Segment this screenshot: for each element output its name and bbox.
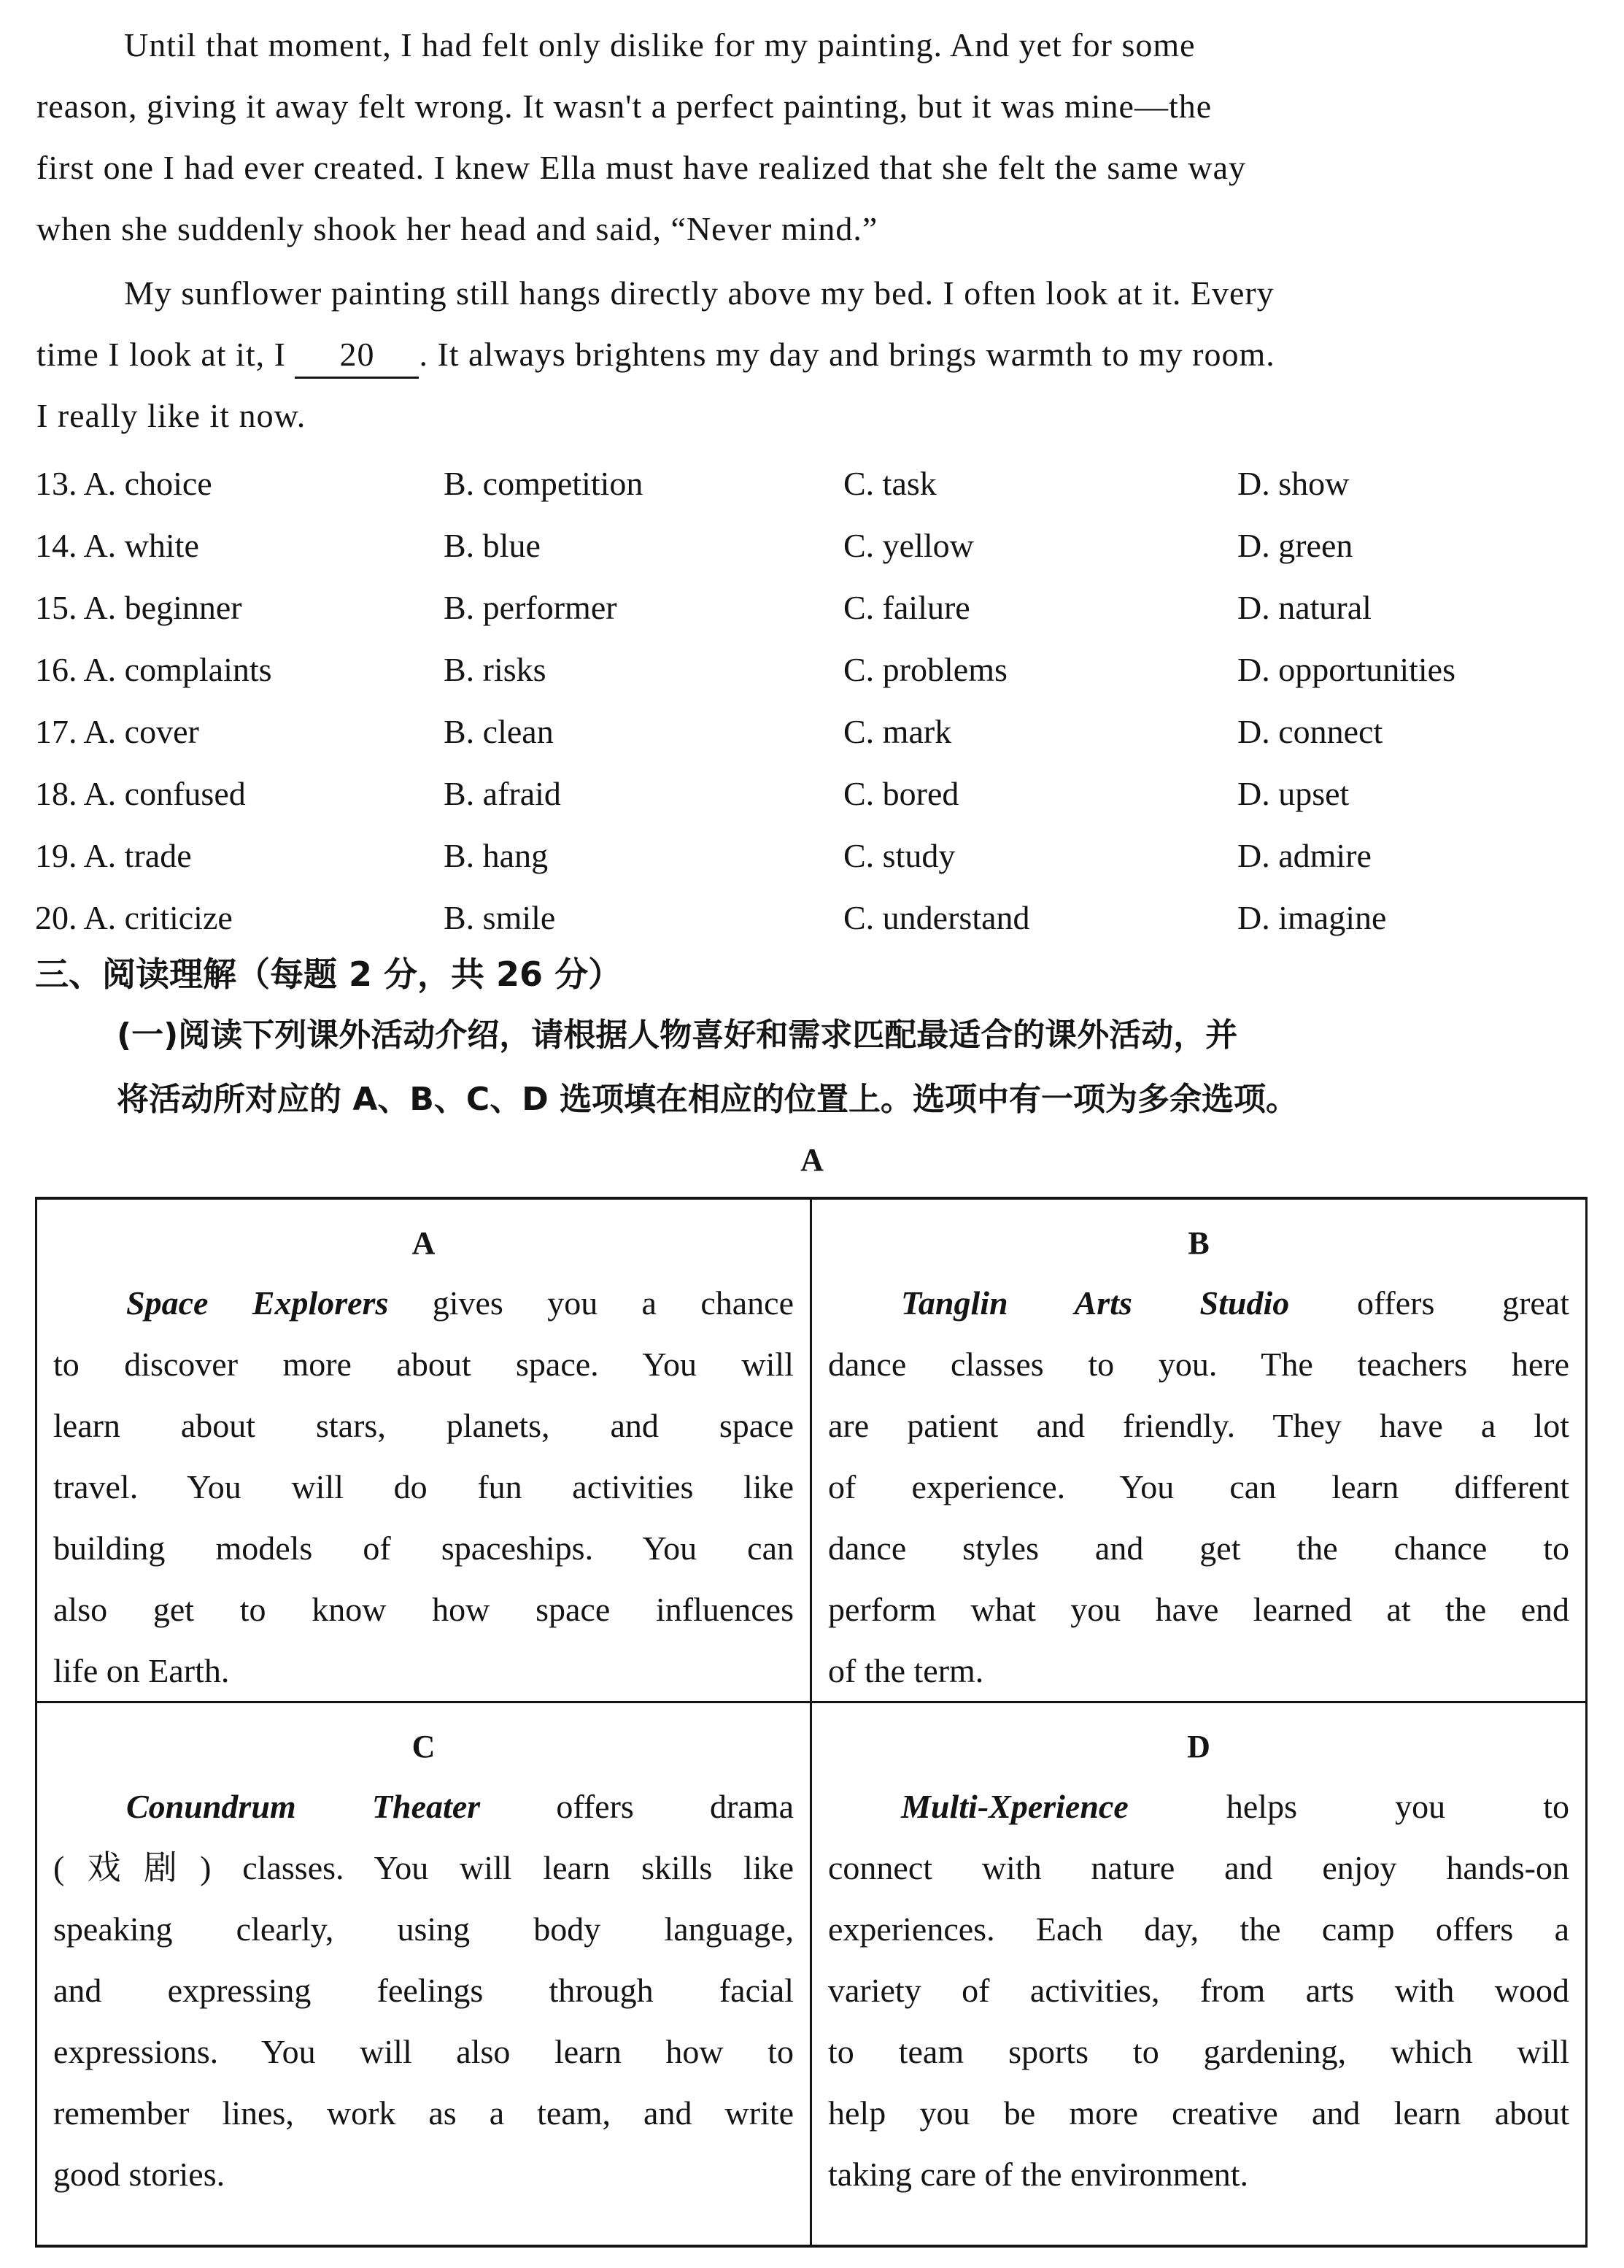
text-line: (戏剧) classes. You will learn skills like — [53, 1849, 794, 1886]
option-c: C. understand — [843, 899, 1030, 936]
option-row — [35, 887, 1596, 949]
cell-letter: B — [1188, 1225, 1210, 1261]
option-c: C. task — [843, 465, 937, 502]
activity-name: Multi-Xperience — [901, 1788, 1129, 1825]
text-segment: gives you a chance — [388, 1284, 794, 1322]
option-d: D. imagine — [1237, 899, 1387, 936]
option-row — [35, 639, 1596, 701]
text-line: perform what you have learned at the end — [828, 1591, 1569, 1628]
passage-label: A — [800, 1142, 824, 1178]
text-line-with-blank — [36, 324, 1598, 385]
option-c: C. study — [843, 837, 956, 874]
option-c: C. failure — [843, 589, 970, 626]
option-c: C. mark — [843, 713, 952, 750]
text-line: dance styles and get the chance to — [828, 1530, 1569, 1567]
text-line: when she suddenly shook her head and said, “Never mind.” — [36, 210, 878, 247]
option-b: B. clean — [444, 713, 554, 750]
text-line: expressions. You will also learn how to — [53, 2033, 794, 2070]
option-c: C. problems — [843, 651, 1008, 688]
options-table — [35, 452, 1596, 949]
answer-blank: 20 — [295, 333, 419, 379]
text-line: also get to know how space influences — [53, 1591, 794, 1628]
cell-letter: C — [411, 1729, 436, 1764]
option-row — [35, 452, 1596, 514]
option-a: 13. A. choice — [35, 465, 212, 502]
cell-letter: A — [411, 1225, 436, 1261]
text-line: reason, giving it away felt wrong. It wasn't a perfect painting, but it was mine—the — [36, 88, 1213, 125]
activity-cell-b — [812, 1200, 1585, 1703]
option-row — [35, 576, 1596, 639]
cell-letter: D — [1187, 1729, 1210, 1764]
option-b: B. competition — [444, 465, 643, 502]
option-d: D. natural — [1237, 589, 1372, 626]
text-line: remember lines, work as a team, and write — [53, 2094, 794, 2132]
option-row — [35, 825, 1596, 887]
activity-cell-a — [37, 1200, 812, 1703]
option-d: D. green — [1237, 527, 1353, 564]
section-heading: 三、阅读理解（每题 2 分，共 26 分） — [35, 954, 622, 994]
option-a: 15. A. beginner — [35, 589, 242, 626]
text-segment: offers great — [1289, 1284, 1570, 1322]
text-line — [828, 1776, 1569, 1837]
option-b: B. smile — [444, 899, 556, 936]
text-line: travel. You will do fun activities like — [53, 1468, 794, 1505]
text-line: connect with nature and enjoy hands-on — [828, 1849, 1569, 1886]
activity-cell-c — [37, 1703, 812, 2247]
text-line: to team sports to gardening, which will — [828, 2033, 1569, 2070]
instruction-line-1: (一)阅读下列课外活动介绍，请根据人物喜好和需求匹配最适合的课外活动，并 — [117, 1017, 1238, 1054]
option-b: B. hang — [444, 837, 549, 874]
passage-paragraph-1 — [36, 15, 1598, 260]
option-a: 16. A. complaints — [35, 651, 272, 688]
option-row — [35, 701, 1596, 763]
text-line: and expressing feelings through facial — [53, 1972, 794, 2009]
text-line: experiences. Each day, the camp offers a — [828, 1910, 1569, 1948]
option-d: D. opportunities — [1237, 651, 1455, 688]
activity-name: Conundrum Theater — [126, 1788, 481, 1825]
option-d: D. upset — [1237, 775, 1350, 812]
text-line: I really like it now. — [36, 397, 306, 434]
option-a: 17. A. cover — [35, 713, 199, 750]
option-b: B. blue — [444, 527, 541, 564]
text-segment: offers drama — [480, 1788, 794, 1825]
option-a: 14. A. white — [35, 527, 199, 564]
text-line: good stories. — [53, 2156, 225, 2193]
option-row — [35, 763, 1596, 825]
text-line: My sunflower painting still hangs directly above my bed. I often look at it. Every — [124, 274, 1275, 312]
activity-name: Tanglin Arts Studio — [901, 1284, 1290, 1322]
text-line: of experience. You can learn different — [828, 1468, 1569, 1505]
option-b: B. performer — [444, 589, 617, 626]
text-line: dance classes to you. The teachers here — [828, 1346, 1569, 1383]
text-line — [828, 1273, 1569, 1334]
text-line: to discover more about space. You will — [53, 1346, 794, 1383]
option-row — [35, 514, 1596, 576]
text-line: learn about stars, planets, and space — [53, 1407, 794, 1444]
text-segment: time I look at it, I — [36, 336, 286, 373]
text-line: are patient and friendly. They have a lot — [828, 1407, 1569, 1444]
activity-cell-d — [812, 1703, 1585, 2247]
option-a: 19. A. trade — [35, 837, 192, 874]
option-b: B. risks — [444, 651, 546, 688]
text-line: variety of activities, from arts with wood — [828, 1972, 1569, 2009]
text-line: help you be more creative and learn about — [828, 2094, 1569, 2132]
text-line: speaking clearly, using body language, — [53, 1910, 794, 1948]
text-line: life on Earth. — [53, 1652, 230, 1689]
text-line — [53, 1273, 794, 1334]
passage-paragraph-2 — [36, 263, 1598, 447]
option-d: D. admire — [1237, 837, 1372, 874]
text-line: Until that moment, I had felt only dislike for my painting. And yet for some — [124, 26, 1196, 63]
activity-name: Space Explorers — [126, 1284, 389, 1322]
option-a: 18. A. confused — [35, 775, 246, 812]
text-segment: helps you to — [1128, 1788, 1569, 1825]
instruction-line-2: 将活动所对应的 A、B、C、D 选项填在相应的位置上。选项中有一项为多余选项。 — [117, 1081, 1299, 1118]
option-d: D. show — [1237, 465, 1350, 502]
text-line: of the term. — [828, 1652, 984, 1689]
text-segment: . It always brightens my day and brings warmth to my room. — [419, 336, 1275, 373]
option-a: 20. A. criticize — [35, 899, 233, 936]
text-line: building models of spaceships. You can — [53, 1530, 794, 1567]
activities-table — [35, 1197, 1588, 2248]
text-line — [53, 1776, 794, 1837]
option-c: C. yellow — [843, 527, 974, 564]
text-line: taking care of the environment. — [828, 2156, 1249, 2193]
text-line: first one I had ever created. I knew Ella must have realized that she felt the same way — [36, 149, 1246, 186]
option-c: C. bored — [843, 775, 959, 812]
option-b: B. afraid — [444, 775, 561, 812]
option-d: D. connect — [1237, 713, 1383, 750]
